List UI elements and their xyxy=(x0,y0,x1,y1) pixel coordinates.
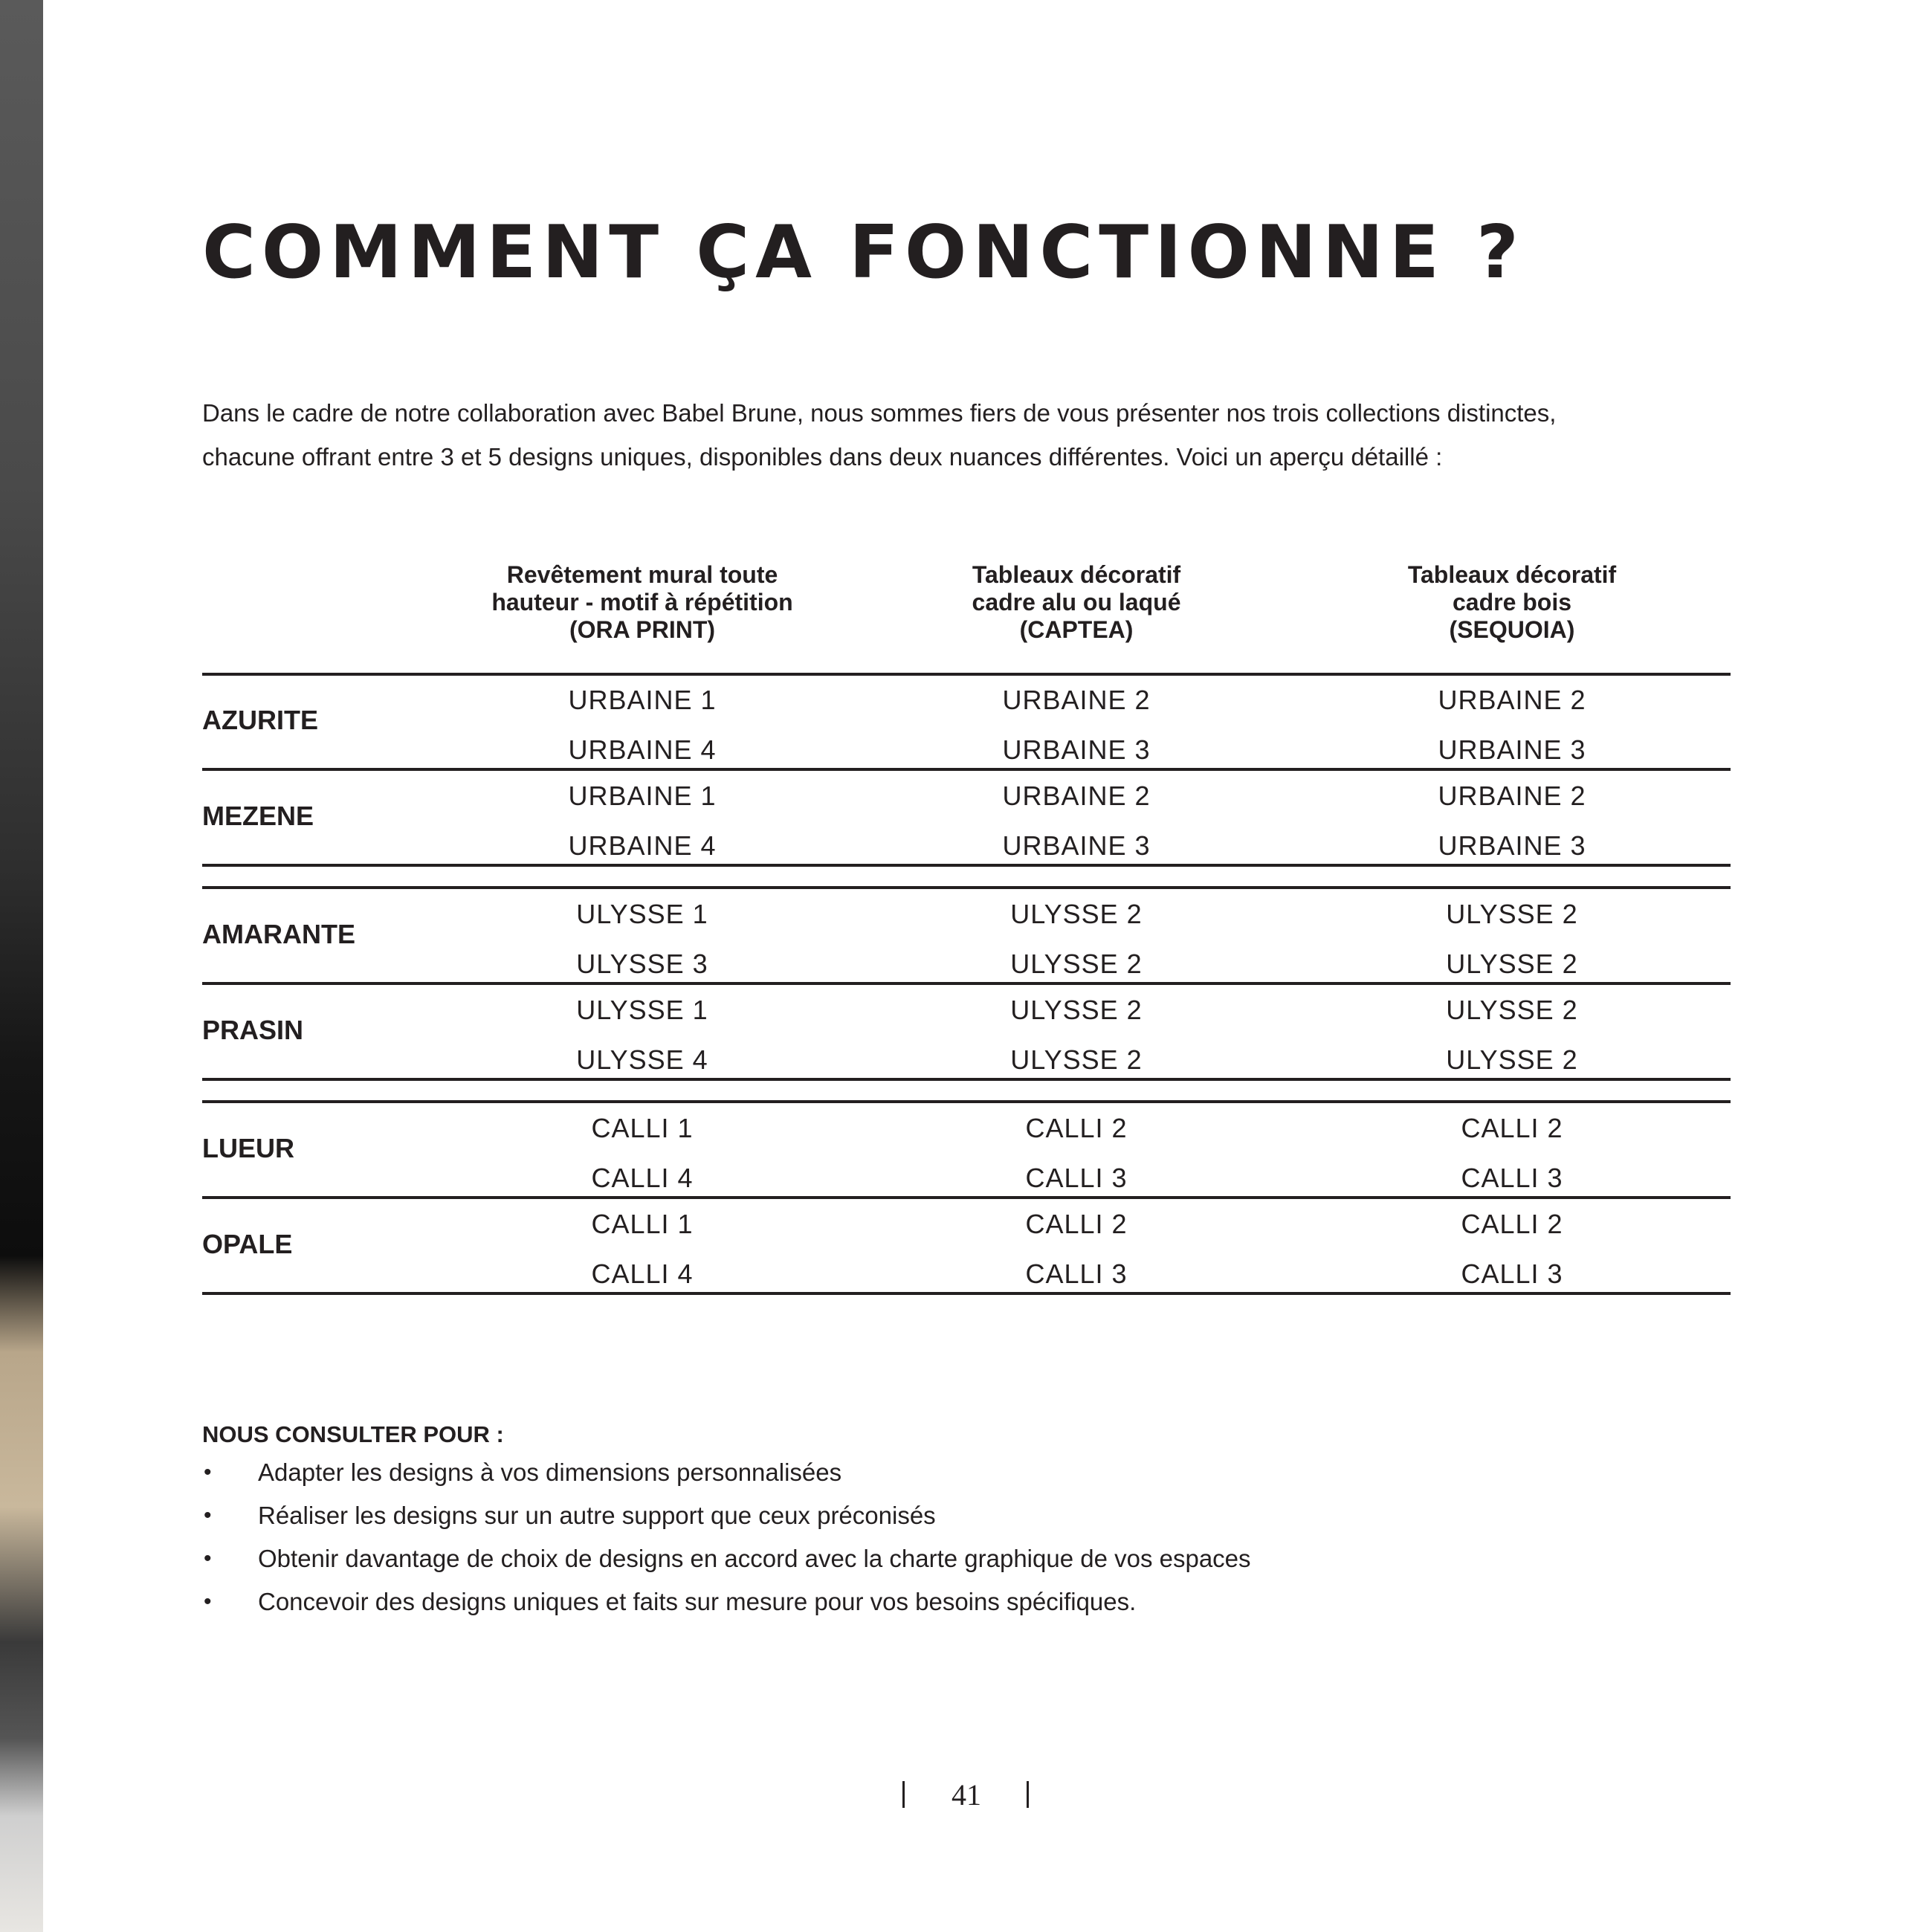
column-header-captea xyxy=(846,561,1307,644)
table-cell: URBAINE 1 xyxy=(568,781,717,811)
table-cell: CALLI 4 xyxy=(591,1259,694,1289)
table-cell: CALLI 2 xyxy=(1025,1209,1128,1239)
bullet-icon: • xyxy=(204,1503,212,1528)
column-header-line: hauteur - motif à répétition xyxy=(491,589,793,616)
table-rule xyxy=(202,864,1731,867)
table-rule xyxy=(202,1100,1731,1103)
column-header-line: (SEQUOIA) xyxy=(1449,616,1575,643)
column-header-line: Tableaux décoratif xyxy=(1407,561,1617,588)
table-cell: ULYSSE 1 xyxy=(576,899,708,929)
column-header-line: Tableaux décoratif xyxy=(972,561,1181,588)
column-header-line: (CAPTEA) xyxy=(1019,616,1134,643)
table-cell: ULYSSE 2 xyxy=(1010,949,1143,979)
list-item xyxy=(202,1494,1689,1537)
table-cell: URBAINE 3 xyxy=(1002,830,1151,861)
table-cell: ULYSSE 2 xyxy=(1446,899,1578,929)
column-header-ora-print xyxy=(412,561,873,644)
table-cell: CALLI 3 xyxy=(1025,1259,1128,1289)
row-label-amarante: AMARANTE xyxy=(202,919,355,949)
page-number-divider xyxy=(902,1781,905,1808)
table-cell: ULYSSE 2 xyxy=(1446,949,1578,979)
page-number-divider xyxy=(1027,1781,1029,1808)
table-rule xyxy=(202,768,1731,771)
table-cell: CALLI 4 xyxy=(591,1163,694,1193)
row-label-prasin: PRASIN xyxy=(202,1015,304,1045)
column-header-line: Revêtement mural toute xyxy=(506,561,778,588)
table-rule xyxy=(202,1196,1731,1199)
table-cell: CALLI 2 xyxy=(1461,1209,1563,1239)
consult-title: NOUS CONSULTER POUR : xyxy=(202,1421,504,1447)
table-cell: URBAINE 4 xyxy=(568,830,717,861)
table-cell: URBAINE 2 xyxy=(1438,781,1586,811)
row-label-mezene: MEZENE xyxy=(202,801,314,831)
intro-line-2: chacune offrant entre 3 et 5 designs uniques, disponibles dans deux nuances différentes. Voici un aperçu détaillé : xyxy=(202,443,1443,471)
table-rule xyxy=(202,982,1731,985)
column-header-sequoia xyxy=(1282,561,1742,644)
page-number-value: 41 xyxy=(952,1778,981,1812)
bullet-icon: • xyxy=(204,1546,212,1571)
table-rule xyxy=(202,886,1731,889)
table-cell: ULYSSE 3 xyxy=(576,949,708,979)
table-cell: ULYSSE 2 xyxy=(1010,899,1143,929)
table-cell: CALLI 1 xyxy=(591,1209,694,1239)
background-photo-strip xyxy=(0,0,43,1932)
page-title: COMMENT ÇA FONCTIONNE ? xyxy=(202,210,1525,295)
consult-list xyxy=(202,1451,1689,1624)
bullet-icon: • xyxy=(204,1460,212,1484)
row-label-lueur: LUEUR xyxy=(202,1133,294,1163)
list-item-text: Réaliser les designs sur un autre support que ceux préconisés xyxy=(258,1502,936,1529)
table-cell: CALLI 2 xyxy=(1025,1113,1128,1143)
table-rule xyxy=(202,1292,1731,1295)
table-cell: URBAINE 2 xyxy=(1438,685,1586,715)
table-cell: ULYSSE 2 xyxy=(1446,995,1578,1025)
table-cell: URBAINE 2 xyxy=(1002,781,1151,811)
table-cell: URBAINE 3 xyxy=(1438,830,1586,861)
bullet-icon: • xyxy=(204,1589,212,1614)
list-item xyxy=(202,1580,1689,1624)
table-cell: CALLI 1 xyxy=(591,1113,694,1143)
list-item xyxy=(202,1537,1689,1580)
consult-section xyxy=(202,1418,1689,1624)
column-header-line: cadre alu ou laqué xyxy=(972,589,1181,616)
table-cell: ULYSSE 2 xyxy=(1010,995,1143,1025)
table-rule xyxy=(202,1078,1731,1081)
table-cell: URBAINE 3 xyxy=(1438,734,1586,765)
table-cell: URBAINE 1 xyxy=(568,685,717,715)
row-label-azurite: AZURITE xyxy=(202,705,318,735)
list-item-text: Concevoir des designs uniques et faits sur mesure pour vos besoins spécifiques. xyxy=(258,1588,1137,1615)
table-cell: ULYSSE 2 xyxy=(1010,1044,1143,1075)
column-header-line: cadre bois xyxy=(1452,589,1572,616)
table-rule xyxy=(202,673,1731,676)
intro-paragraph xyxy=(202,391,1748,479)
intro-line-1: Dans le cadre de notre collaboration avec Babel Brune, nous sommes fiers de vous présenter nos trois collections distinctes, xyxy=(202,399,1557,427)
table-cell: URBAINE 3 xyxy=(1002,734,1151,765)
column-header-line: (ORA PRINT) xyxy=(569,616,716,643)
table-cell: CALLI 3 xyxy=(1461,1163,1563,1193)
table-cell: CALLI 2 xyxy=(1461,1113,1563,1143)
table-cell: ULYSSE 2 xyxy=(1446,1044,1578,1075)
table-cell: URBAINE 2 xyxy=(1002,685,1151,715)
table-cell: URBAINE 4 xyxy=(568,734,717,765)
table-cell: ULYSSE 4 xyxy=(576,1044,708,1075)
list-item-text: Obtenir davantage de choix de designs en accord avec la charte graphique de vos espaces xyxy=(258,1545,1251,1572)
table-cell: CALLI 3 xyxy=(1461,1259,1563,1289)
table-cell: ULYSSE 1 xyxy=(576,995,708,1025)
list-item-text: Adapter les designs à vos dimensions personnalisées xyxy=(258,1458,842,1486)
page-number xyxy=(892,1777,1041,1814)
list-item xyxy=(202,1451,1689,1494)
table-cell: CALLI 3 xyxy=(1025,1163,1128,1193)
row-label-opale: OPALE xyxy=(202,1229,293,1259)
